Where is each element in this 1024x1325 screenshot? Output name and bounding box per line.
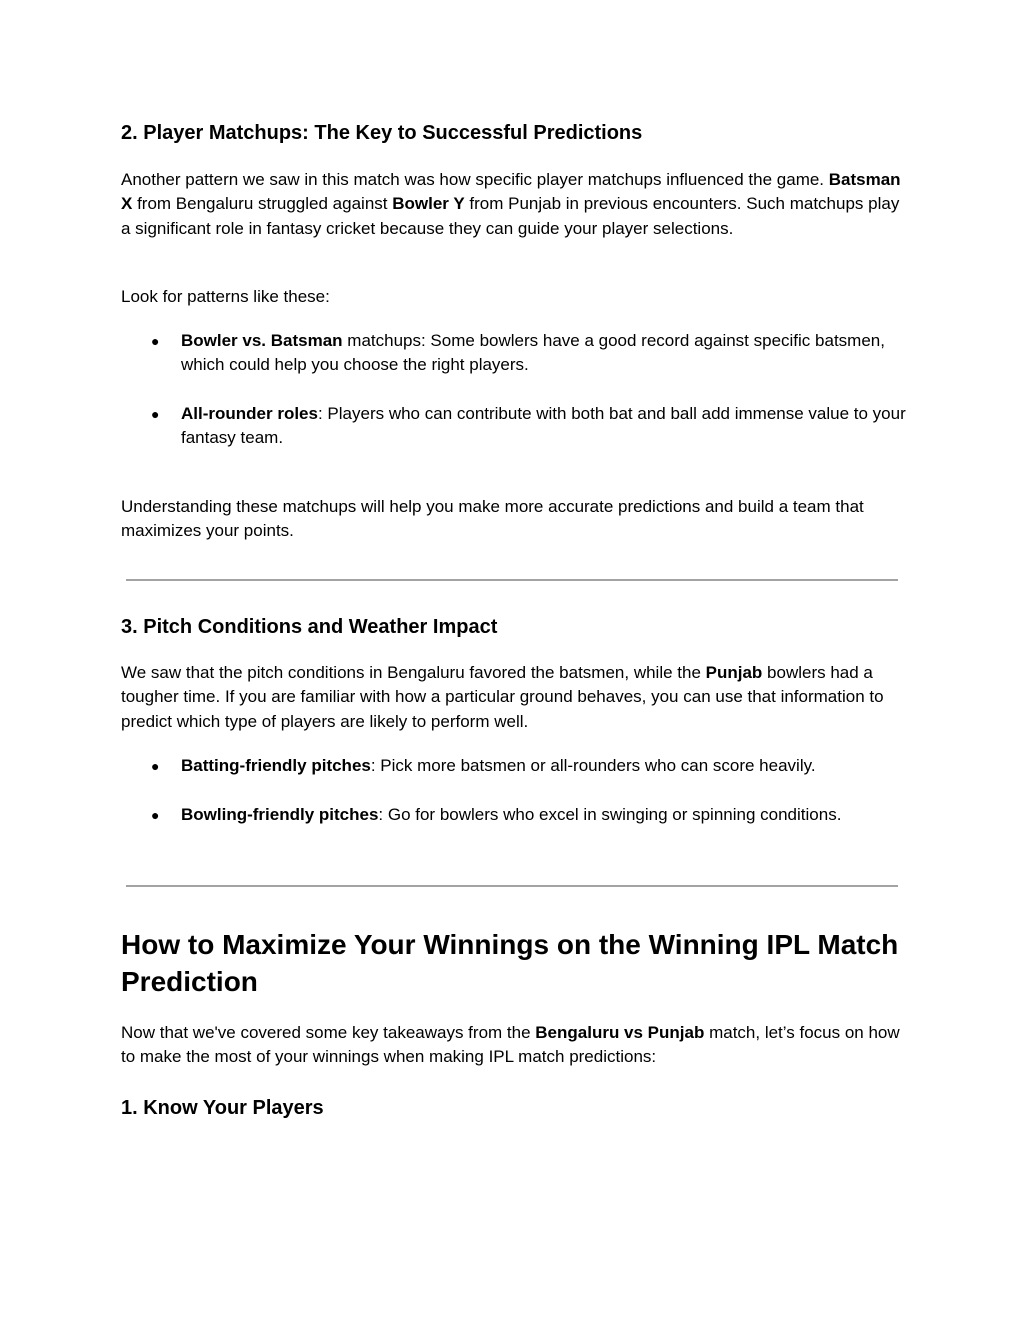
bullet-icon: ● bbox=[151, 758, 160, 774]
list-item-batting-friendly: ● Batting-friendly pitches: Pick more batsmen or all-rounders who can score heavily. bbox=[181, 754, 909, 778]
paragraph-pitch-intro: We saw that the pitch conditions in Bengaluru favored the batsmen, while the Punjab bowlers had a tougher time. If you are familiar with how a particular ground behaves, you can use that information to predict which type of players are likely to perform well. bbox=[121, 663, 884, 731]
list-item-bowling-friendly: ● Bowling-friendly pitches: Go for bowlers who excel in swinging or spinning conditions. bbox=[181, 803, 909, 827]
heading-know-your-players: 1. Know Your Players bbox=[121, 1097, 324, 1119]
bold-punjab: Punjab bbox=[705, 663, 763, 682]
list-item-bowler-vs-batsman: ● Bowler vs. Batsman matchups: Some bowlers have a good record against specific batsmen, which could help you choose the right players. bbox=[151, 331, 885, 375]
list-item-all-rounder-roles: ● All-rounder roles: Players who can contribute with both bat and ball add immense value to your fantasy team. bbox=[151, 404, 906, 448]
paragraph-matchups-conclusion: Understanding these matchups will help you make more accurate predictions and build a team that maximizes your points. bbox=[121, 497, 864, 541]
heading-pitch-conditions: 3. Pitch Conditions and Weather Impact bbox=[121, 616, 498, 638]
bullet-icon: ● bbox=[151, 333, 160, 349]
horizontal-divider bbox=[126, 579, 898, 581]
paragraph-matchups-intro: Another pattern we saw in this match was how specific player matchups influenced the game. Batsman X from Bengaluru struggled against Bowler Y from Punjab in previous encounters. Such matchups play a significant role in fantasy cricket because they can guide your player selections. bbox=[121, 170, 901, 238]
heading-maximize-winnings: How to Maximize Your Winnings on the Winning IPL Match Prediction bbox=[121, 929, 899, 997]
paragraph-maximize-intro: Now that we've covered some key takeaways from the Bengaluru vs Punjab match, let’s focus on how to make the most of your winnings when making IPL match predictions: bbox=[121, 1023, 900, 1067]
bold-bengaluru-vs-punjab: Bengaluru vs Punjab bbox=[535, 1023, 705, 1042]
bullet-icon: ● bbox=[151, 807, 160, 823]
heading-player-matchups: 2. Player Matchups: The Key to Successful Predictions bbox=[121, 122, 643, 144]
horizontal-divider bbox=[126, 885, 898, 887]
bullet-icon: ● bbox=[151, 406, 160, 422]
bold-batsman-x: Batsman X bbox=[121, 170, 901, 214]
bold-bowler-y: Bowler Y bbox=[392, 194, 465, 214]
paragraph-lead-in: Look for patterns like these: bbox=[121, 287, 330, 306]
